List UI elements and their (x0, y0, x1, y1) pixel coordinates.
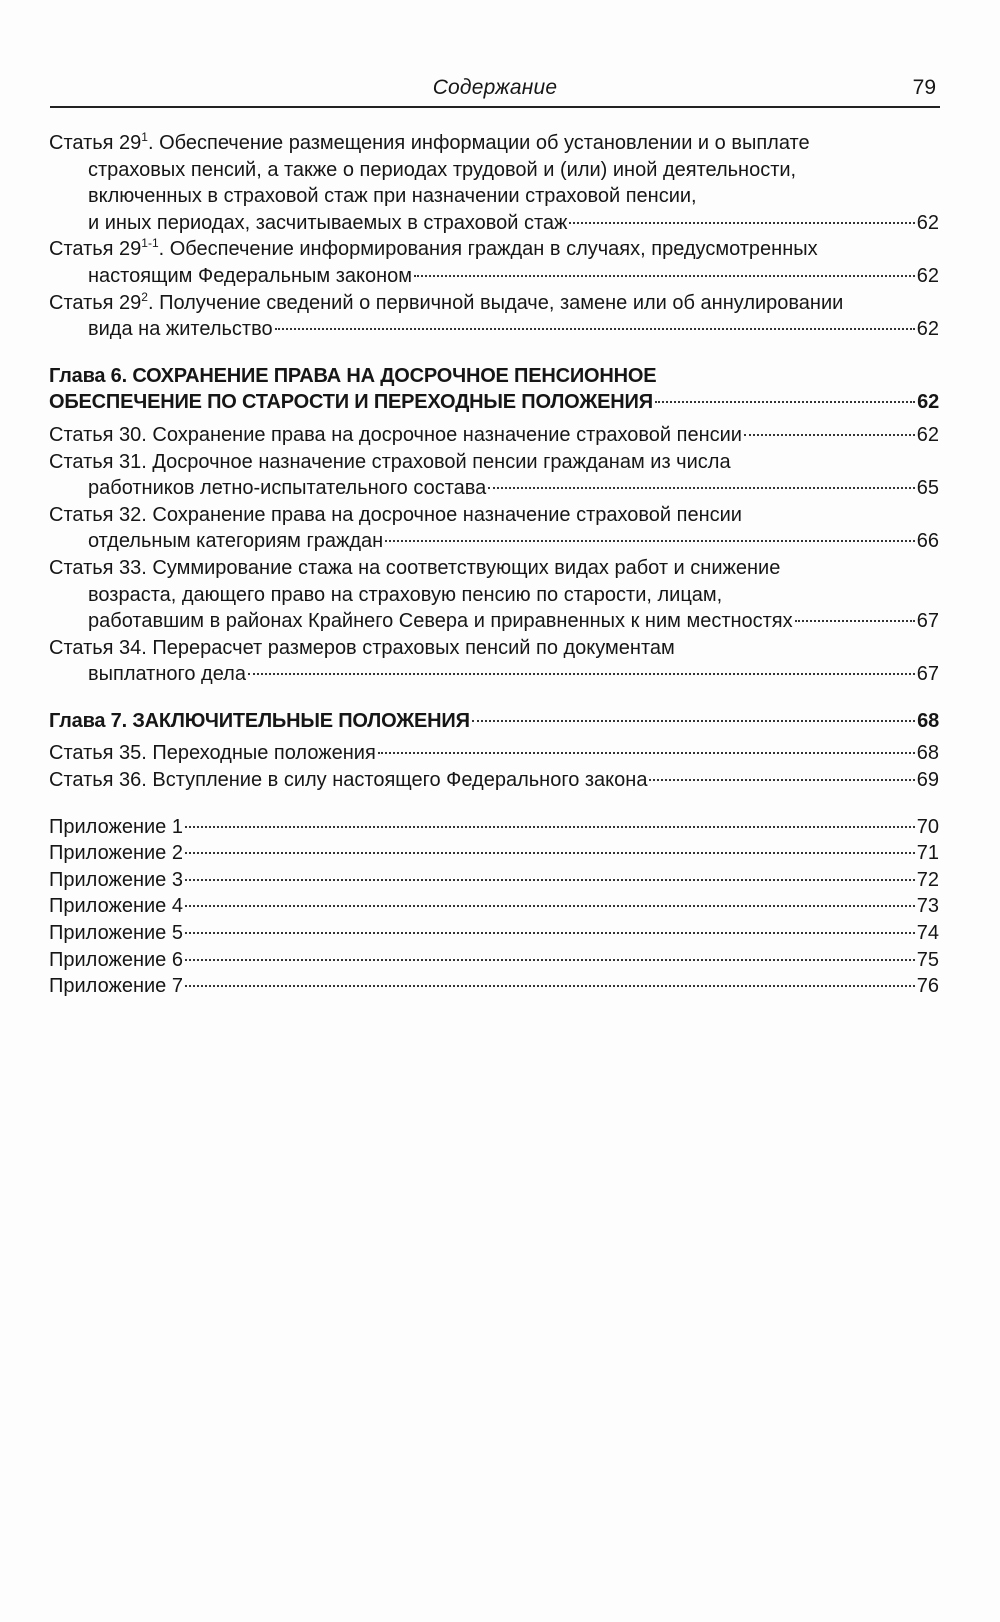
toc-entry-36[interactable] (49, 767, 939, 794)
toc-line: Статья 34. Перерасчет размеров страховых пенсий по документам (49, 636, 675, 659)
appendix-list (49, 814, 939, 1000)
toc-line: Приложение 3 (49, 868, 183, 891)
dot-leader (185, 985, 915, 987)
header-page-number: 79 (912, 76, 936, 99)
dot-leader (185, 905, 915, 907)
toc-appendix-7[interactable] (49, 973, 939, 1000)
toc-appendix-3[interactable] (49, 867, 939, 894)
article-superscript: 2 (141, 289, 148, 304)
dot-leader (472, 720, 915, 722)
toc-page-number: 62 (917, 391, 939, 414)
toc-page-number: 67 (916, 663, 939, 686)
toc-line: включенных в страховой стаж при назначении страховой пенсии, (88, 185, 697, 208)
toc-chapter-6[interactable] (49, 363, 939, 416)
dot-leader (275, 328, 915, 330)
toc-page-number: 75 (916, 948, 939, 971)
toc-line: Статья 35. Переходные положения (49, 742, 376, 765)
dot-leader (378, 752, 915, 754)
toc-line: Приложение 6 (49, 948, 183, 971)
toc-appendix-6[interactable] (49, 947, 939, 974)
toc-appendix-4[interactable] (49, 893, 939, 920)
toc-entry-32[interactable] (49, 502, 939, 555)
toc-page-number: 65 (916, 477, 939, 500)
toc-entry-34[interactable] (49, 635, 939, 688)
header-title: Содержание (432, 76, 558, 99)
toc-page-number: 73 (916, 895, 939, 918)
dot-leader (185, 932, 915, 934)
dot-leader (248, 673, 915, 675)
toc-appendix-5[interactable] (49, 920, 939, 947)
toc-line: выплатного дела (88, 663, 246, 686)
chapter-heading-line: ОБЕСПЕЧЕНИЕ ПО СТАРОСТИ И ПЕРЕХОДНЫЕ ПОЛОЖЕНИЯ (49, 391, 653, 414)
toc-page-number: 69 (916, 769, 939, 792)
toc-page-number: 67 (916, 610, 939, 633)
toc-chapter-7[interactable] (49, 708, 939, 735)
toc-line: Приложение 1 (49, 815, 183, 838)
dot-leader (185, 826, 915, 828)
dot-leader (569, 222, 914, 224)
dot-leader (414, 275, 915, 277)
article-superscript: 1-1 (141, 236, 159, 251)
chapter-heading-line: Глава 6. СОХРАНЕНИЕ ПРАВА НА ДОСРОЧНОЕ ПЕНСИОННОЕ (49, 364, 657, 387)
toc-line: Статья 30. Сохранение права на досрочное назначение страховой пенсии (49, 423, 742, 446)
chapter-heading-line: Глава 7. ЗАКЛЮЧИТЕЛЬНЫЕ ПОЛОЖЕНИЯ (49, 709, 470, 732)
toc-page-number: 68 (916, 742, 939, 765)
toc-entry-35[interactable] (49, 740, 939, 767)
toc-page-number: 72 (916, 868, 939, 891)
toc-line: страховых пенсий, а также о периодах трудовой и (или) иной деятельности, (88, 158, 797, 181)
toc-page-number: 70 (916, 815, 939, 838)
dot-leader (795, 620, 915, 622)
dot-leader (185, 879, 915, 881)
toc-page-number: 71 (916, 842, 939, 865)
toc-entry-29-2[interactable] (49, 290, 939, 343)
toc-line: Приложение 2 (49, 842, 183, 865)
toc-line: настоящим Федеральным законом (88, 264, 413, 287)
toc-line: вида на жительство (88, 318, 273, 341)
running-header (50, 76, 940, 108)
toc-page-number: 66 (916, 530, 939, 553)
table-of-contents (49, 130, 939, 1000)
dot-leader (385, 540, 915, 542)
toc-line: Статья $29^1$. Обеспечение размещения информации об установлении и о выплате (49, 130, 810, 154)
toc-line: Статья 33. Суммирование стажа на соответствующих видах работ и снижение (49, 556, 781, 579)
toc-line: возраста, дающего право на страховую пенсию по старости, лицам, (88, 583, 723, 606)
toc-appendix-1[interactable] (49, 814, 939, 841)
toc-line: и иных периодах, засчитываемых в страховой стаж (88, 211, 568, 234)
dot-leader (655, 401, 915, 403)
toc-line: Статья $29^2$. Получение сведений о первичной выдаче, замене или об аннулировании (49, 289, 844, 314)
toc-line: Приложение 5 (49, 922, 183, 945)
toc-entry-31[interactable] (49, 449, 939, 502)
toc-appendix-2[interactable] (49, 840, 939, 867)
dot-leader (488, 487, 914, 489)
toc-entry-29-1-1[interactable] (49, 236, 939, 289)
toc-line: Статья 31. Досрочное назначение страховой пенсии гражданам из числа (49, 450, 731, 473)
dot-leader (744, 434, 915, 436)
toc-entry-33[interactable] (49, 555, 939, 635)
toc-line: Приложение 7 (49, 975, 183, 998)
toc-line: Статья 36. Вступление в силу настоящего Федерального закона (49, 769, 648, 792)
toc-line: работавшим в районах Крайнего Севера и приравненных к ним местностях (88, 610, 793, 633)
toc-line: Статья 29$^{1-1}$. Обеспечение информирования граждан в случаях, предусмотренных (49, 236, 818, 261)
toc-page-number: 62 (916, 423, 939, 446)
toc-entry-30[interactable] (49, 422, 939, 449)
article-superscript: 1 (141, 130, 148, 144)
toc-page-number: 62 (916, 211, 939, 234)
toc-entry-29-1[interactable] (49, 130, 939, 236)
toc-page-number: 76 (916, 975, 939, 998)
toc-line: работников летно-испытательного состава (88, 477, 487, 500)
toc-line: отдельным категориям граждан (88, 530, 384, 553)
dot-leader (649, 779, 914, 781)
dot-leader (185, 959, 915, 961)
toc-page-number: 68 (917, 709, 939, 732)
toc-page-number: 62 (916, 264, 939, 287)
toc-page-number: 62 (916, 318, 939, 341)
dot-leader (185, 852, 915, 854)
toc-page-number: 74 (916, 922, 939, 945)
toc-line: Приложение 4 (49, 895, 183, 918)
toc-line: Статья 32. Сохранение права на досрочное назначение страховой пенсии (49, 503, 742, 526)
